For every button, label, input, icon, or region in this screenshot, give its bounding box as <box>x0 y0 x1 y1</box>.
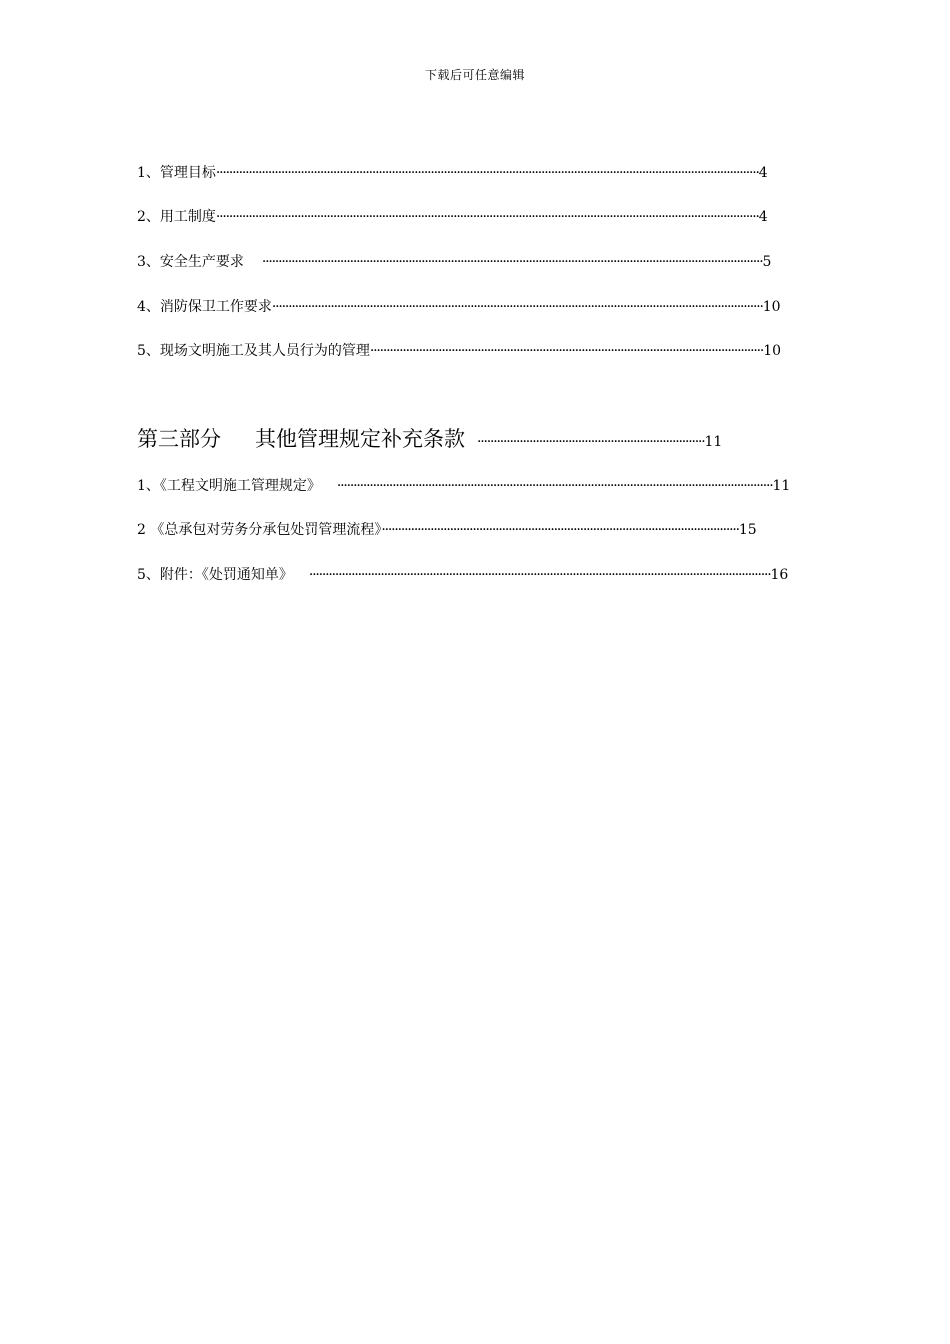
toc-item-management-goals[interactable] <box>137 163 773 183</box>
toc-leader-dots: ······································································································································································· <box>215 165 759 181</box>
toc-item-page: 16 <box>770 567 789 583</box>
toc-leader-dots: ······································································································································································· <box>215 209 759 225</box>
toc-leader-dots: ·············································································································································· <box>308 567 771 583</box>
toc-item-page: 15 <box>738 522 757 538</box>
toc-item-label: 5、附件：《处罚通知单》 <box>137 567 293 583</box>
section-part-label: 第三部分 <box>137 427 221 451</box>
toc-item-label: 3、安全生产要求 <box>137 254 244 270</box>
toc-leader-dots: ······················································································································································· <box>271 299 763 315</box>
toc-item-page: 11 <box>772 478 791 494</box>
toc-item-label: 1、管理目标 <box>137 165 216 181</box>
toc-item-site-conduct[interactable] <box>137 341 782 361</box>
toc-item-penalty-process[interactable] <box>137 520 757 540</box>
toc-item-civilized-construction[interactable] <box>137 476 791 496</box>
section-page: 11 <box>704 434 723 450</box>
toc-item-label: 5、现场文明施工及其人员行为的管理 <box>137 343 370 359</box>
toc-item-penalty-notice[interactable] <box>137 565 791 585</box>
toc-item-label: 4、消防保卫工作要求 <box>137 299 272 315</box>
toc-leader-dots: ························································································································· <box>369 343 764 359</box>
toc-leader-dots: ·························································································································································· <box>261 254 763 270</box>
toc-leader-dots: ······································································ <box>477 434 705 450</box>
toc-item-safety-requirements[interactable] <box>137 252 773 272</box>
toc-item-page: 4 <box>758 165 768 181</box>
toc-item-label: 1、《工程文明施工管理规定》 <box>137 478 321 494</box>
toc-item-page: 5 <box>762 254 772 270</box>
toc-item-label: 2、用工制度 <box>137 209 216 225</box>
toc-leader-dots: ·············································································································· <box>381 522 739 538</box>
page-header: 下载后可任意编辑 <box>424 68 525 82</box>
section-heading-part-three[interactable] <box>137 425 722 456</box>
toc-item-fire-security[interactable] <box>137 297 782 317</box>
toc-item-page: 10 <box>762 299 781 315</box>
section-title: 其他管理规定补充条款 <box>255 427 465 451</box>
toc-item-labor-system[interactable] <box>137 207 773 227</box>
toc-item-page: 4 <box>758 209 768 225</box>
toc-item-page: 10 <box>763 343 782 359</box>
toc-item-label: 2 《总承包对劳务分承包处罚管理流程》 <box>137 522 382 538</box>
toc-leader-dots: ······································································································································ <box>336 478 773 494</box>
